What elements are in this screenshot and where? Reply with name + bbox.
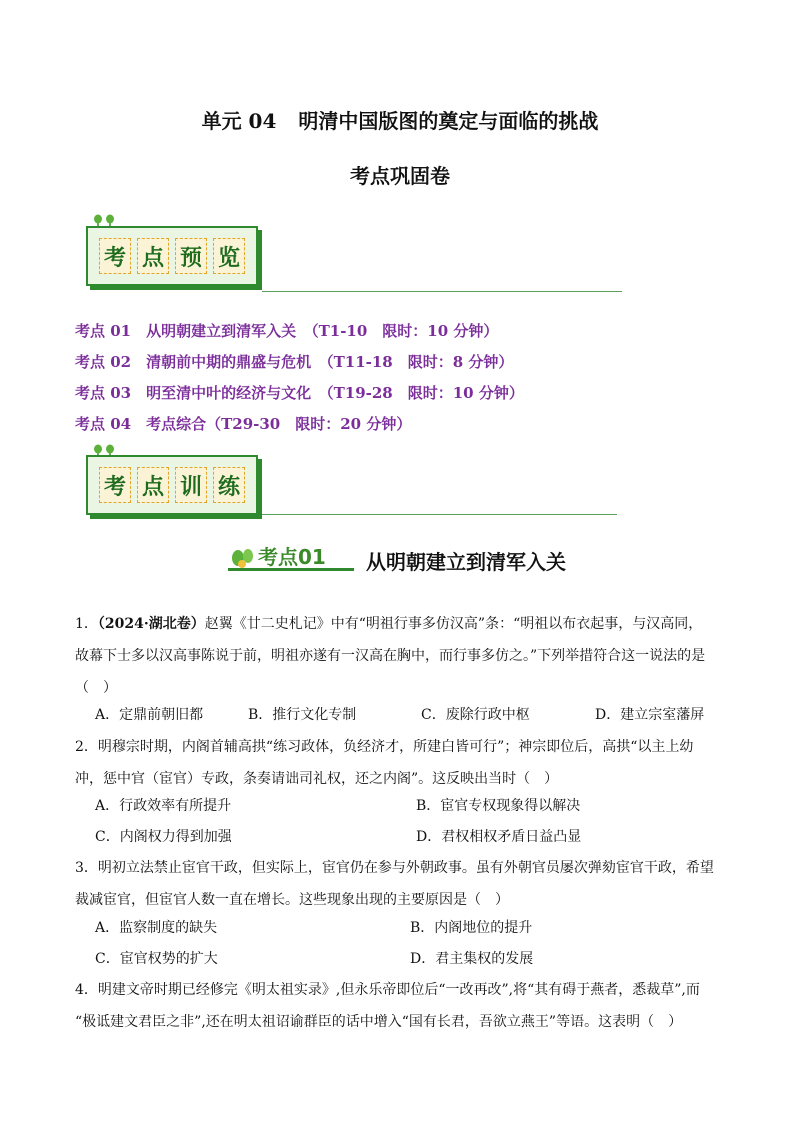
question-line: 故幕下士多以汉高事陈说于前，明祖亦遂有一汉高在胸中，而行事多仿之。”下列举措符合这一说法的是 [75,648,706,664]
toc-item-3: 考点 03 明至清中叶的经济与文化 （T19-28 限时：10 分钟） [75,384,524,402]
option-a[interactable]: A．行政效率有所提升 [95,798,232,814]
question-line: “极诋建文君臣之非”,还在明太祖诏谕群臣的话中增入“国有长君，吾欲立燕王”等语。这表明（ ） [75,1014,683,1030]
option-b[interactable]: B．推行文化专制 [248,707,357,723]
question-line: 冲，惩中官（宦官）专政，条奏请诎司礼权，还之内阁”。这反映出当时（ ） [75,771,559,787]
badge-char: 考 [99,238,131,274]
question-2 [75,731,735,795]
question-1 [75,608,735,704]
question-4 [75,974,735,1038]
paper-subtitle: 考点巩固卷 [350,164,450,188]
question-line: 1．（2024·湖北卷）赵翼《廿二史札记》中有“明祖行事多仿汉高”条：“明祖以布衣起事，与汉高同， [75,616,703,632]
plant-icon [232,549,253,568]
question-text: 赵翼《廿二史札记》中有“明祖行事多仿汉高”条：“明祖以布衣起事，与汉高同， [204,616,703,632]
option-c[interactable]: C．内阁权力得到加强 [95,829,232,845]
section-badge [228,542,358,572]
option-c[interactable]: C．废除行政中枢 [421,707,530,723]
option-b[interactable]: B．宦官专权现象得以解决 [416,798,581,814]
question-source: （2024·湖北卷） [97,616,205,632]
divider [262,291,622,292]
option-a[interactable]: A．监察制度的缺失 [95,920,218,936]
question-line: （ ） [75,680,117,696]
badge-char: 点 [137,238,169,274]
option-d[interactable]: D．君主集权的发展 [410,951,534,967]
option-c[interactable]: C．宦官权势的扩大 [95,951,218,967]
section-badge-text: 考点01 [258,545,326,569]
badge-char: 练 [213,467,245,503]
option-d[interactable]: D．君权相权矛盾日益凸显 [416,829,582,845]
badge-char: 点 [137,467,169,503]
toc-item-1: 考点 01 从明朝建立到清军入关 （T1-10 限时：10 分钟） [75,322,499,340]
badge-char: 览 [213,238,245,274]
option-b[interactable]: B．内阁地位的提升 [410,920,533,936]
question-line: 3．明初立法禁止宦官干政，但实际上，宦官仍在参与外朝政事。虽有外朝官员屡次弹劾宦官干政，希望 [75,860,714,876]
question-line: 4．明建文帝时期已经修完《明太祖实录》,但永乐帝即位后“一改再改”,将“其有碍于燕者，悉裁草”,而 [75,982,700,998]
badge-char: 考 [99,467,131,503]
section-title: 从明朝建立到清军入关 [366,550,566,574]
unit-title [0,105,800,134]
unit-label: 单元 04 [201,109,277,133]
question-line: 裁减宦官，但宦官人数一直在增长。这些现象出现的主要原因是（ ） [75,892,509,908]
divider [262,514,617,515]
option-a[interactable]: A．定鼎前朝旧都 [95,707,204,723]
badge-char: 训 [175,467,207,503]
training-badge [86,455,258,515]
question-line: 2．明穆宗时期，内阁首辅高拱“练习政体，负经济才，所建白皆可行”；神宗即位后，高拱“以主上幼 [75,739,694,755]
unit-name: 明清中国版图的奠定与面临的挑战 [298,109,599,133]
toc-item-2: 考点 02 清朝前中期的鼎盛与危机 （T11-18 限时：8 分钟） [75,353,514,371]
badge-char: 预 [175,238,207,274]
question-3 [75,852,735,916]
section-header [228,540,608,580]
preview-badge [86,226,258,286]
toc-item-4: 考点 04 考点综合（T29-30 限时：20 分钟） [75,415,412,433]
option-d[interactable]: D．建立宗室藩屏 [595,707,705,723]
